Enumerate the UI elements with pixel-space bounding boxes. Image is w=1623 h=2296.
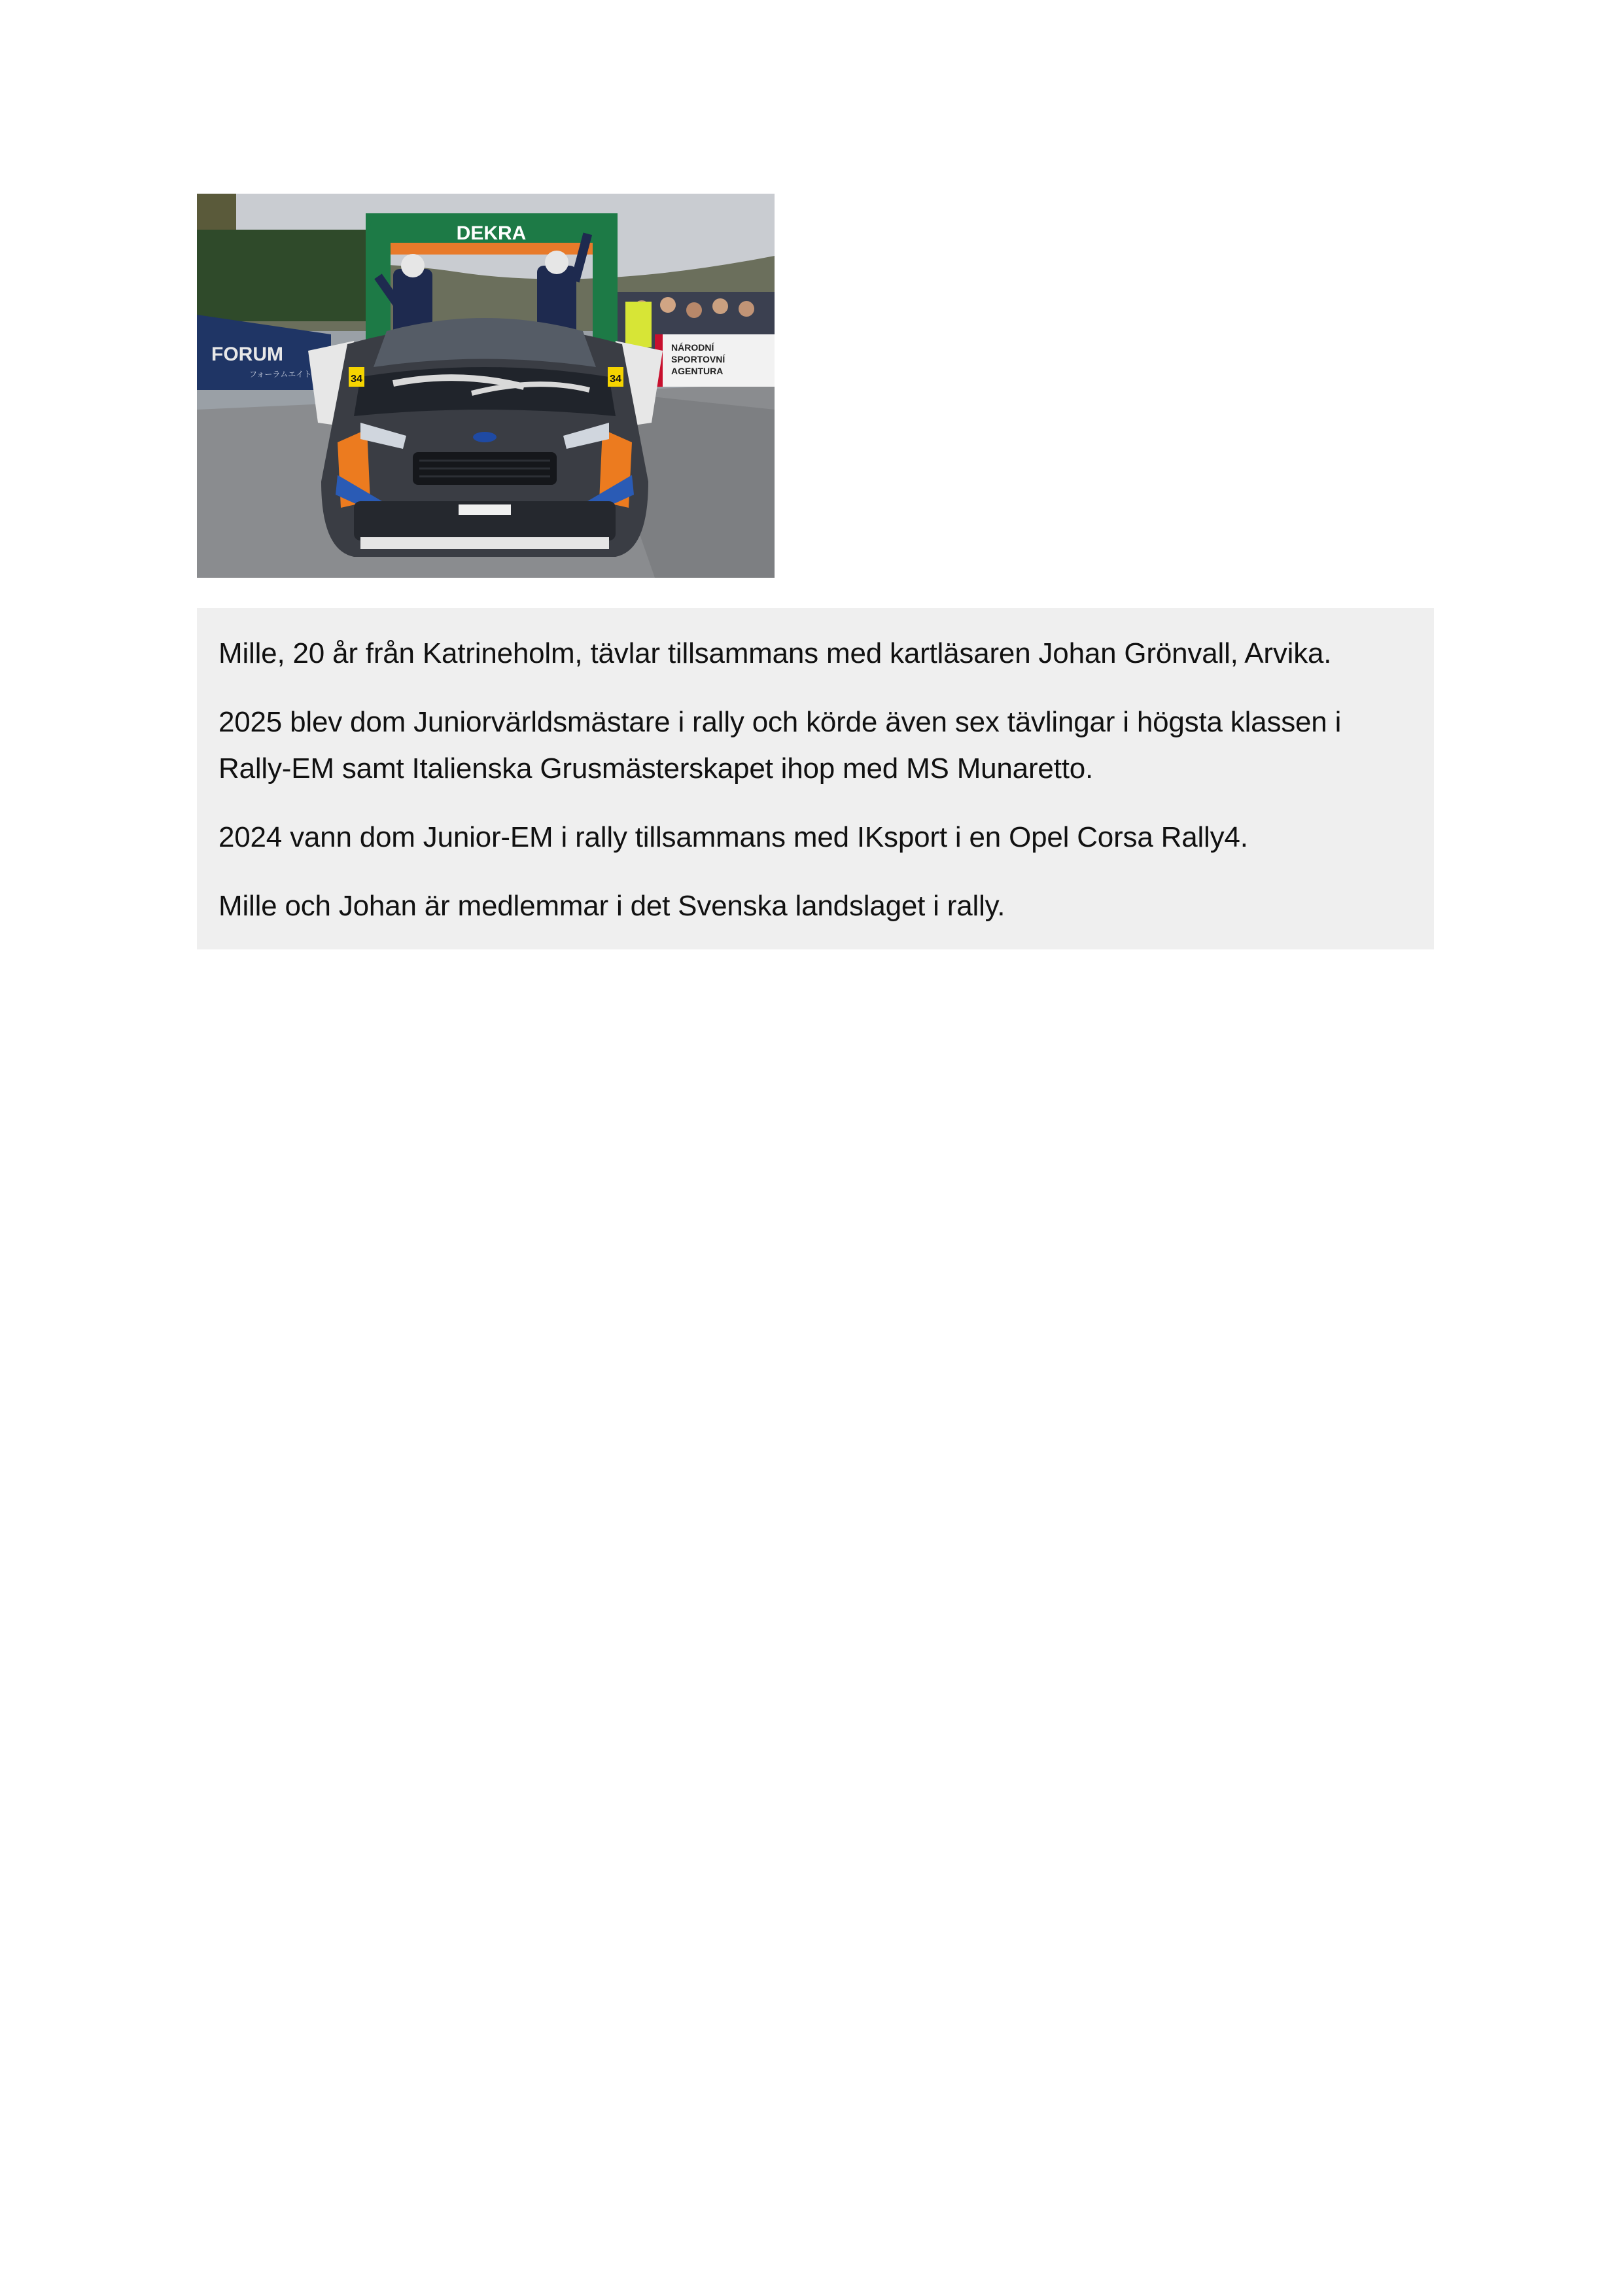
rally-photo-illustration <box>197 194 775 578</box>
banner-right-line-2: SPORTOVNÍ <box>671 354 725 364</box>
banner-right-line-1: NÁRODNÍ <box>671 342 714 353</box>
paragraph-1: Mille, 20 år från Katrineholm, tävlar tillsammans med kartläsaren Johan Grönvall, Arvika. <box>218 637 1332 669</box>
paragraph-2: 2025 blev dom Juniorvärldsmästare i rally och körde även sex tävlingar i högsta klassen i Rally-EM samt Italienska Grusmästerskapet ihop med MS Munaretto. <box>218 706 1342 785</box>
car-number-left: 34 <box>351 374 362 385</box>
banner-right-line-3: AGENTURA <box>671 366 724 376</box>
banner-left-text: FORUM <box>211 344 283 365</box>
car-number-right: 34 <box>610 374 621 385</box>
paragraph-4: Mille och Johan är medlemmar i det Svenska landslaget i rally. <box>218 890 1005 922</box>
rally-photo <box>197 194 775 578</box>
paragraph-3: 2024 vann dom Junior-EM i rally tillsammans med IKsport i en Opel Corsa Rally4. <box>218 821 1248 853</box>
arch-text: DEKRA <box>456 222 527 244</box>
info-text-box <box>197 608 1434 949</box>
banner-left-subtext: フォーラムエイト <box>249 370 312 379</box>
